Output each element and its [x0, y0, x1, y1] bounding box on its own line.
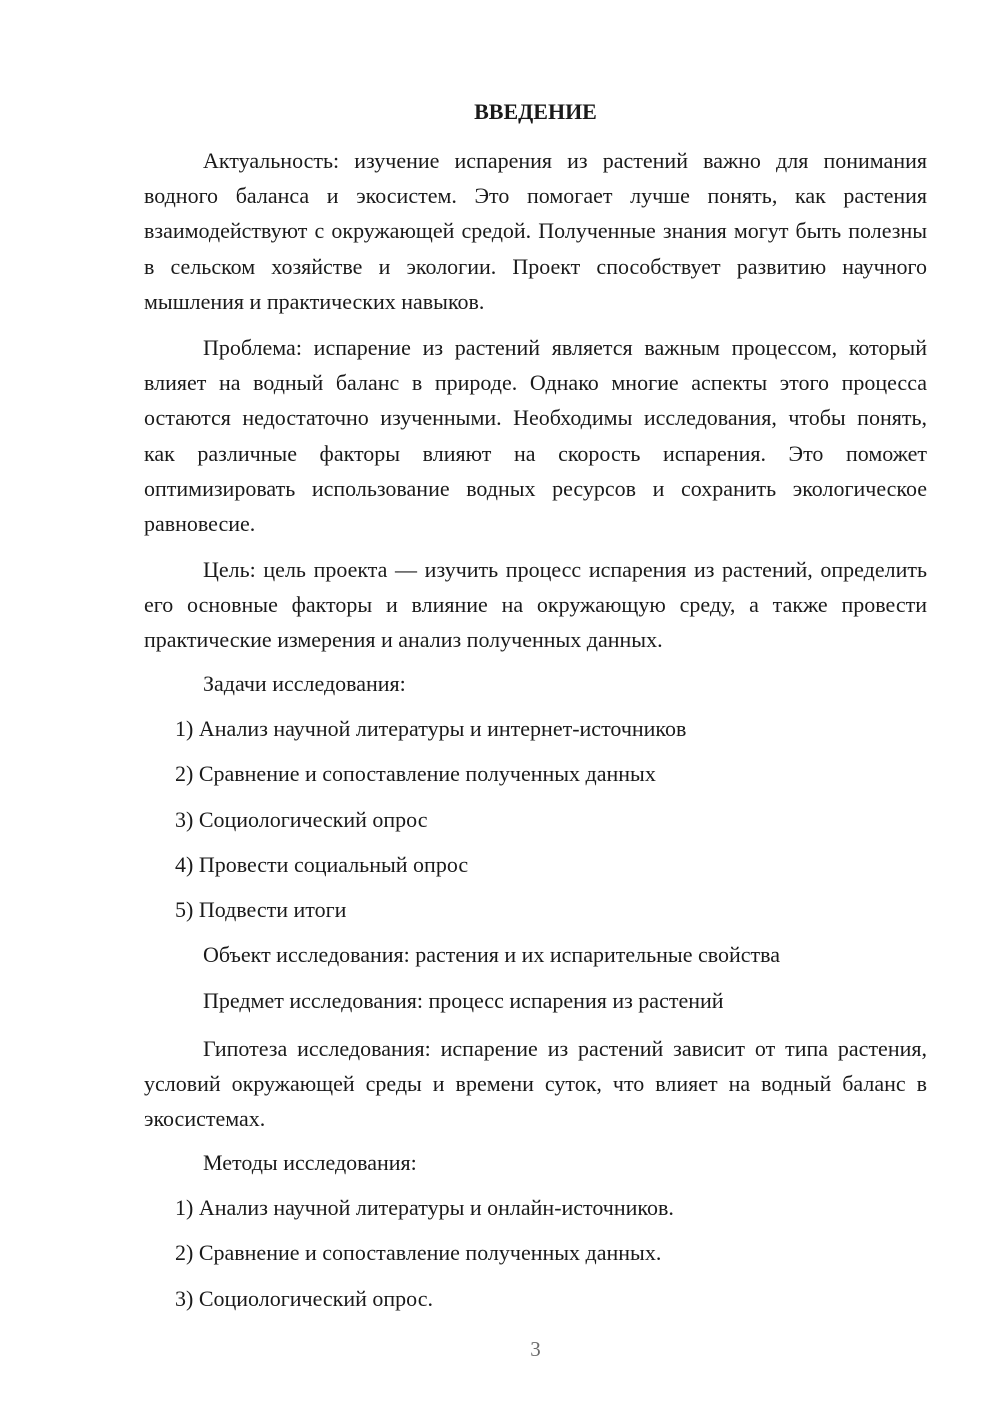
task-item-4: 4) Провести социальный опрос — [175, 852, 469, 877]
tasks-heading: Задачи исследования: — [203, 671, 406, 696]
problem-paragraph: Проблема: испарение из растений является важным процессом, который влияет на водный баланс в природе. Однако многие аспекты этого процесса остаются недостаточно изученными. Необходимы исследования, чтобы понять, как различные факторы влияют на скорость испарения. Это поможет оптимизировать использование водных ресурсов и сохранить экологическое равновесие. — [144, 335, 927, 537]
method-item-3: 3) Социологический опрос. — [175, 1286, 433, 1311]
task-item-3: 3) Социологический опрос — [175, 807, 428, 832]
task-item-1: 1) Анализ научной литературы и интернет-источников — [175, 716, 687, 741]
relevance-paragraph: Актуальность: изучение испарения из растений важно для понимания водного баланса и экосистем. Это помогает лучше понять, как растения взаимодействуют с окружающей средой. Полученные знания могут быть полезны в сельском хозяйстве и экологии. Проект способствует развитию научного мышления и практических навыков. — [144, 148, 927, 314]
method-item-2: 2) Сравнение и сопоставление полученных данных. — [175, 1240, 662, 1265]
task-item-2: 2) Сравнение и сопоставление полученных данных — [175, 761, 656, 786]
page-title: ВВЕДЕНИЕ — [474, 99, 597, 124]
research-subject: Предмет исследования: процесс испарения из растений — [203, 988, 724, 1013]
task-item-5: 5) Подвести итоги — [175, 897, 347, 922]
methods-heading: Методы исследования: — [203, 1150, 417, 1175]
goal-paragraph: Цель: цель проекта — изучить процесс испарения из растений, определить его основные факторы и влияние на окружающую среду, а также провести практические измерения и анализ полученных данных. — [144, 557, 927, 653]
page-number: 3 — [530, 1337, 541, 1361]
method-item-1: 1) Анализ научной литературы и онлайн-источников. — [175, 1195, 674, 1220]
research-object: Объект исследования: растения и их испарительные свойства — [203, 942, 780, 967]
hypothesis-paragraph: Гипотеза исследования: испарение из растений зависит от типа растения, условий окружающей среды и времени суток, что влияет на водный баланс в экосистемах. — [144, 1036, 927, 1132]
